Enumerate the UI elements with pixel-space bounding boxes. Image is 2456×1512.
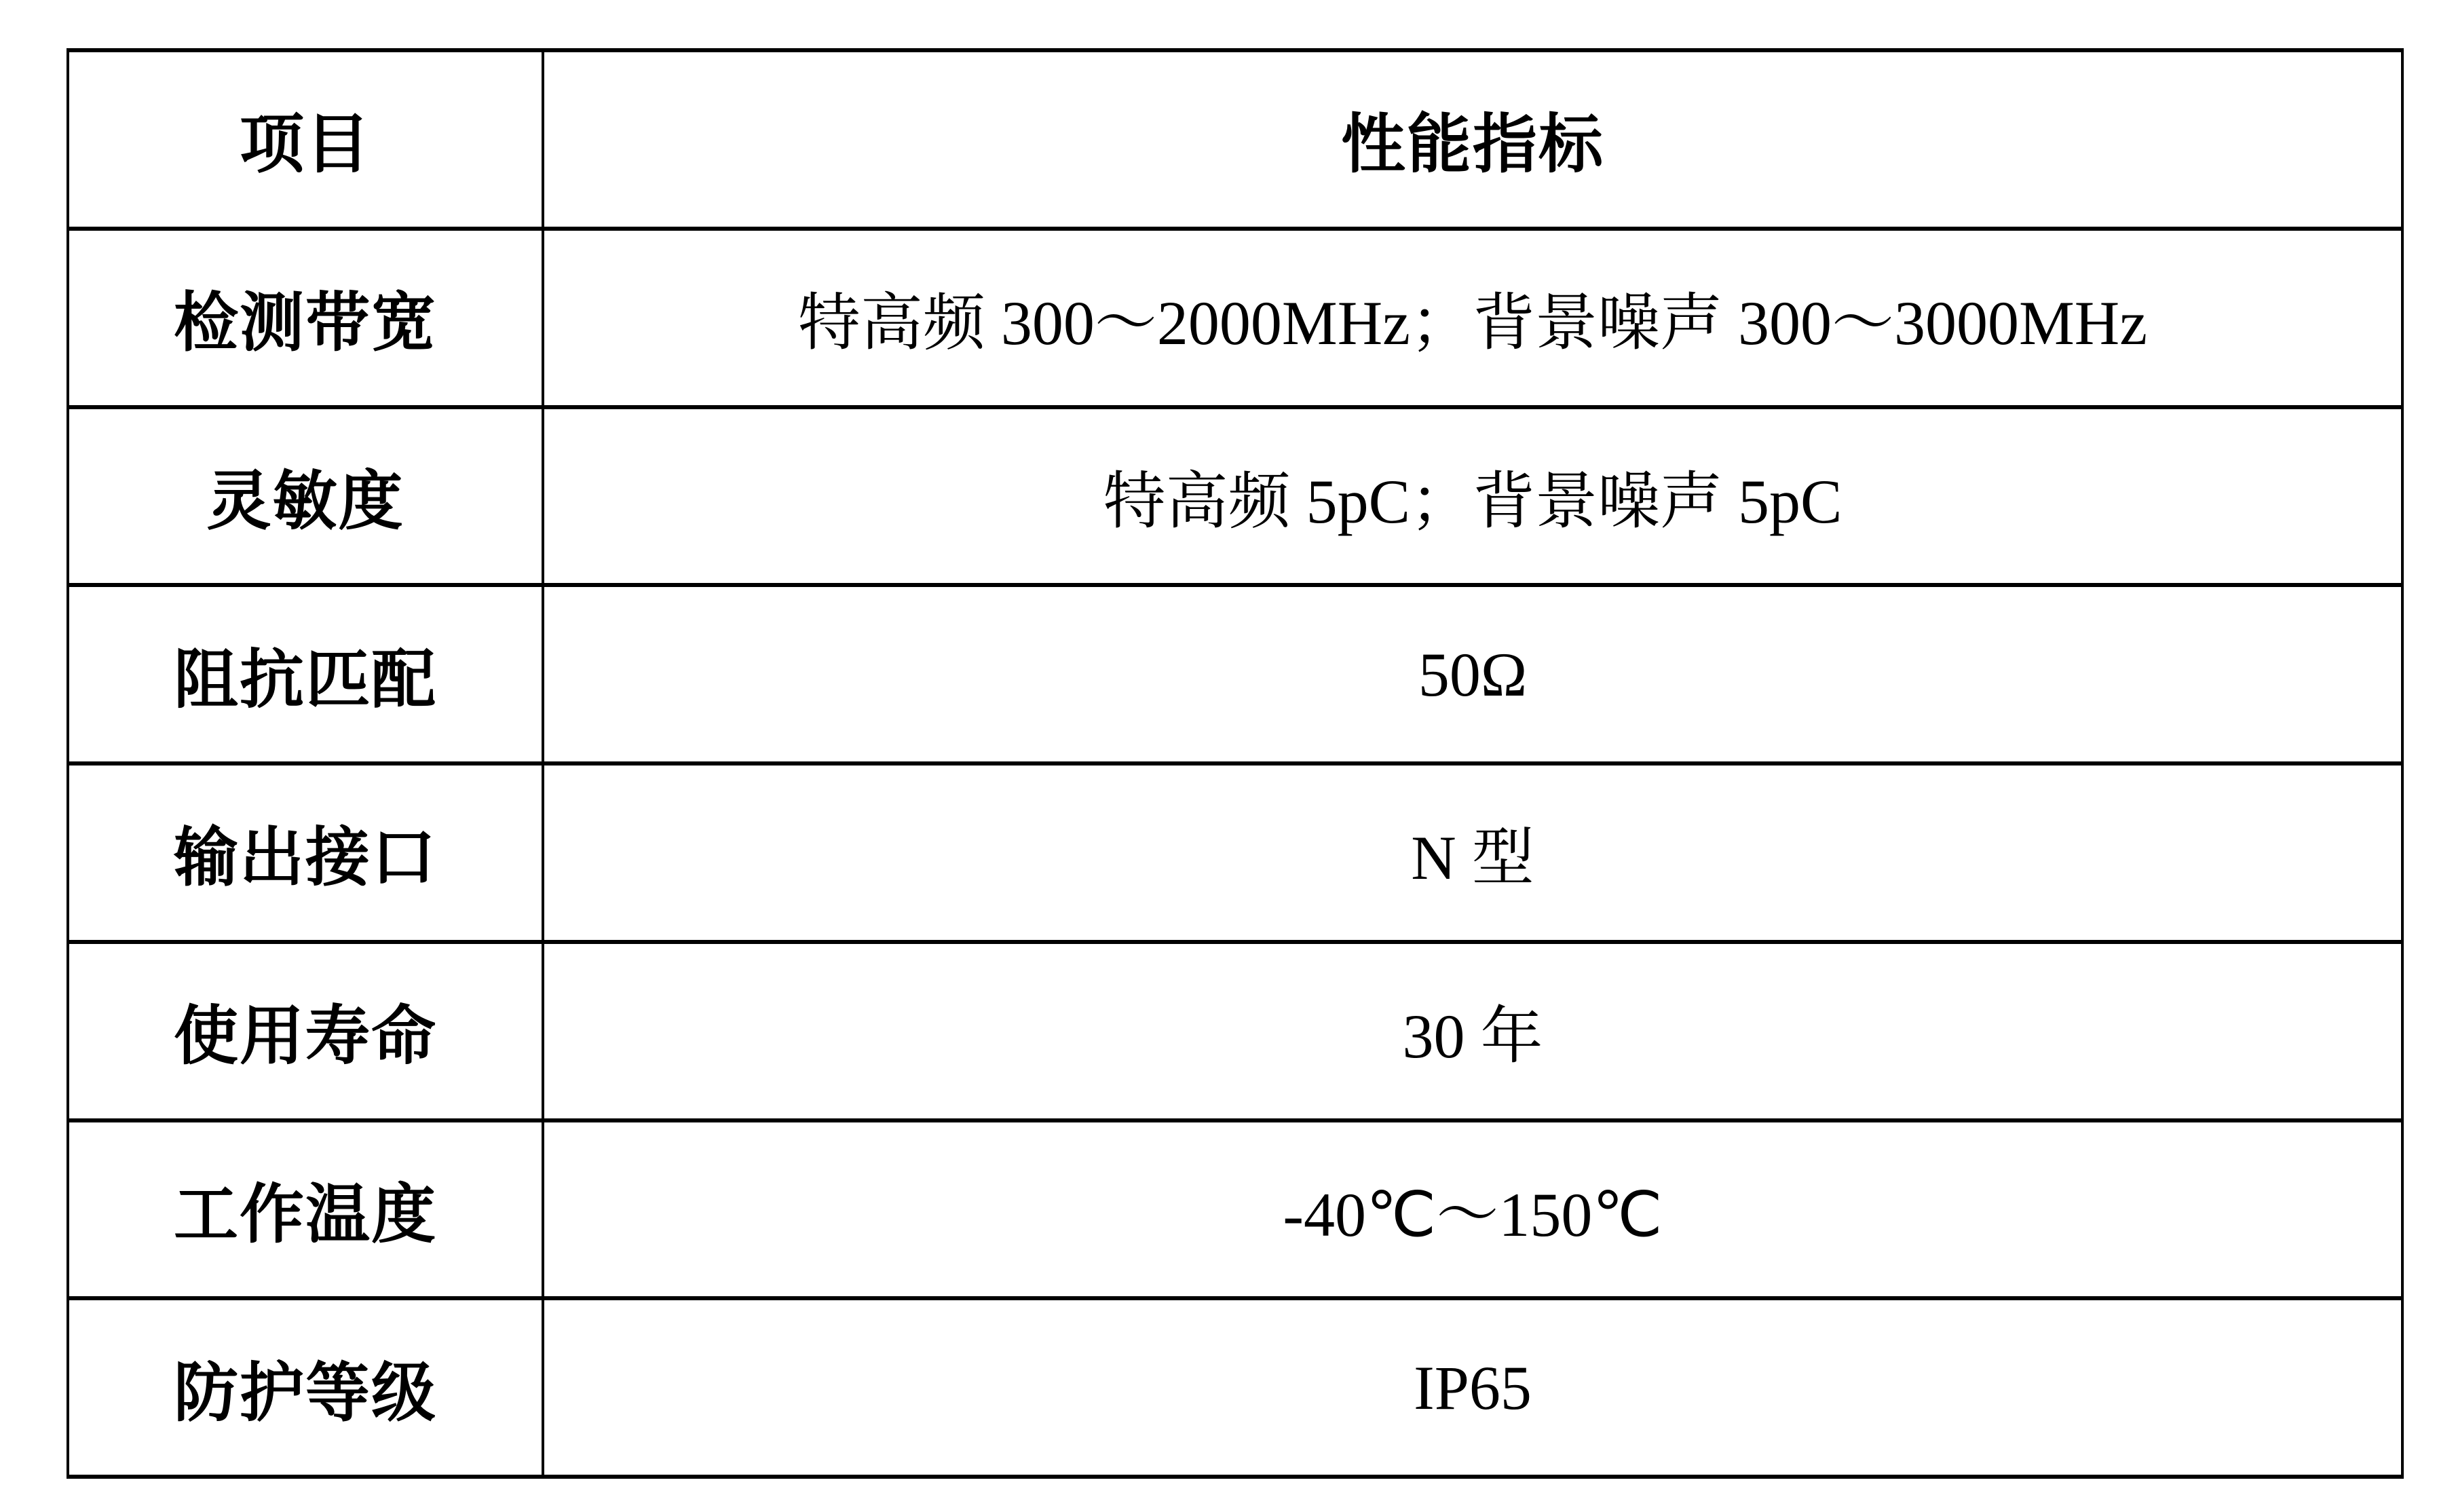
- table-row: [68, 585, 2402, 763]
- table-row: [68, 1120, 2402, 1299]
- row-value-service-life: 30 年: [543, 942, 2402, 1120]
- row-value-operating-temperature: -40℃～150℃: [543, 1120, 2402, 1299]
- header-item-cell: 项目: [68, 50, 543, 229]
- row-value-impedance-matching: 50Ω: [543, 585, 2402, 763]
- spec-table: [67, 48, 2404, 1479]
- table-row: [68, 229, 2402, 407]
- row-label-output-interface: 输出接口: [68, 763, 543, 942]
- header-row: [68, 50, 2402, 229]
- table-row: [68, 1298, 2402, 1477]
- row-value-detection-bandwidth: 特高频 300～2000MHz；背景噪声 300～3000MHz: [543, 229, 2402, 407]
- row-label-detection-bandwidth: 检测带宽: [68, 229, 543, 407]
- table-row: [68, 942, 2402, 1120]
- header-spec-cell: 性能指标: [543, 50, 2402, 229]
- row-value-output-interface: N 型: [543, 763, 2402, 942]
- row-label-operating-temperature: 工作温度: [68, 1120, 543, 1299]
- row-value-protection-rating: IP65: [543, 1298, 2402, 1477]
- row-label-protection-rating: 防护等级: [68, 1298, 543, 1477]
- row-value-sensitivity: 特高频 5pC；背景噪声 5pC: [543, 407, 2402, 586]
- row-label-impedance-matching: 阻抗匹配: [68, 585, 543, 763]
- row-label-service-life: 使用寿命: [68, 942, 543, 1120]
- table-row: [68, 407, 2402, 586]
- row-label-sensitivity: 灵敏度: [68, 407, 543, 586]
- table-row: [68, 763, 2402, 942]
